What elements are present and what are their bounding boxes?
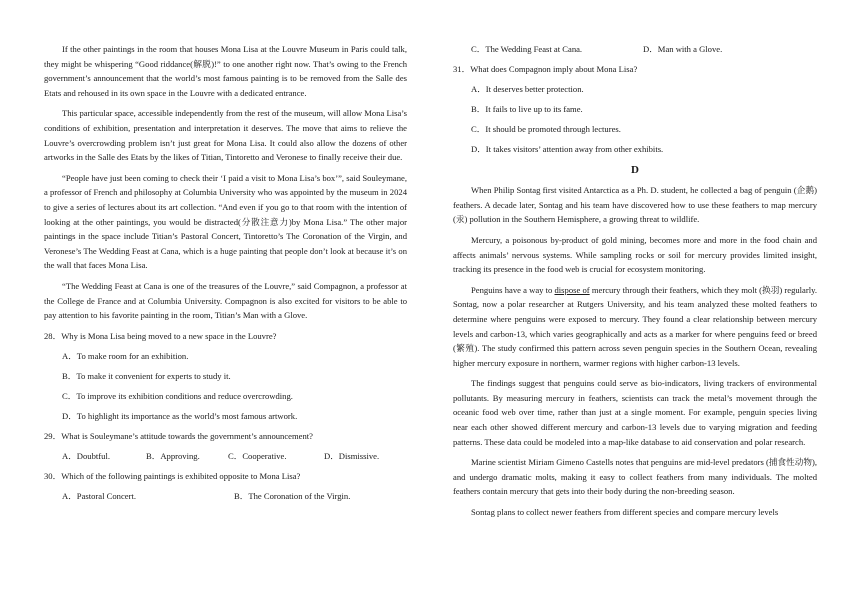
question-30-options-ab	[62, 489, 407, 504]
question-30: 30．Which of the following paintings is exhibited opposite to Mona Lisa?	[44, 471, 301, 482]
paragraph-3-lead: Penguins have a way to	[471, 284, 555, 295]
passage-d-paragraph-4: The findings suggest that penguins could serve as bio-indicators, living trackers of environmental pollutants. By measuring mercury in feathers, scientists can track the metal’s movement through the oceanic food web over time, rather than just at a single moment. For example, penguin species living near each other showed different mercury and carbon-13 levels due to varying migration and feeding patterns. These data could be modeled into a map-like database to aid conservation and polar research.	[453, 378, 817, 447]
section-heading-d: D	[631, 163, 639, 176]
question-31-option-b: B．It fails to live up to its fame.	[471, 104, 583, 115]
passage-c-paragraph-1: If the other paintings in the room that houses Mona Lisa at the Louvre Museum in Paris could talk, they might be whispering “Good riddance(解脱)!” to one another right now. That’s owing to the French government’s announcement that the world’s most famous painting is to be removed from the Salle des Etats and rehoused in its own space in the Louvre with a dedicated entrance.	[44, 44, 407, 98]
question-31-option-a: A．It deserves better protection.	[471, 84, 584, 95]
question-30-option-c: C．The Wedding Feast at Cana.	[471, 44, 583, 54]
question-29-options	[62, 449, 407, 464]
question-30-option-d: D．Man with a Glove.	[643, 44, 723, 54]
passage-c-paragraph-4: “The Wedding Feast at Cana is one of the treasures of the Louvre,” said Compagnon, a professor at the College de France and at Columbia University. Compagnon is also excited for visitors to be able to pay attention to his favorite painting in the room, Titian’s Man with a Glove.	[44, 280, 407, 321]
question-28-option-d: D．To highlight its importance as the world’s most famous artwork.	[62, 411, 298, 422]
question-29-option-a: A．Doubtful.	[62, 451, 110, 462]
question-30-options-cd	[471, 42, 817, 57]
question-29: 29．What is Souleymane’s attitude towards the government’s announcement?	[44, 431, 313, 442]
passage-d-paragraph-1: When Philip Sontag first visited Antarctica as a Ph. D. student, he collected a bag of penguin (企鹅) feathers. A decade later, Sontag and his team have discovered how to use these feathers to map mercury (汞) pollution in the Southern Hemisphere, a growing threat to wildlife.	[453, 185, 817, 225]
question-28-option-b: B．To make it convenient for experts to study it.	[62, 370, 231, 381]
passage-d-paragraph-3	[453, 283, 817, 371]
left-column	[44, 42, 407, 510]
passage-c-paragraph-3: “People have just been coming to check their ‘I paid a visit to Mona Lisa’s box’”, said Souleymane, a professor of French and philosophy at Columbia University who was appointed by the museum in 2024 to give a series of lectures about its art collection. “And even if you go to that room with the intention of looking at the other paintings, you would be distracted(分散注意力)by Mona Lisa.” The other major paintings in the space include Titian’s Pastoral Concert, Tintoretto’s The Coronation of the Virgin, and Veronese’s The Wedding Feast at Cana, which is a huge painting that people don’t look at because it’s on the wall that faces Mona Lisa.	[44, 172, 407, 271]
question-28-option-c: C．To improve its exhibition conditions and reduce overcrowding.	[62, 390, 293, 401]
question-31-option-d: D．It takes visitors’ attention away from other exhibits.	[471, 144, 664, 155]
passage-d-paragraph-5: Marine scientist Miriam Gimeno Castells notes that penguins are mid-level predators (捕食性动物), and undergo dramatic molts, making it easy to collect feathers from many individuals. The molted feathers contain mercury that gets into their body during the non-breeding season.	[453, 457, 817, 497]
underlined-phrase: dispose of	[554, 284, 590, 295]
question-28: 28．Why is Mona Lisa being moved to a new space in the Louvre?	[44, 330, 277, 341]
passage-c-paragraph-2: This particular space, accessible independently from the rest of the museum, will allow Mona Lisa’s conditions of exhibition, presentation and interpretation it deserves. The move that aims to relieve the Louvre’s overcrowding problem isn’t just great for Mona Lisa. It could also allow the dozens of other artworks in the Salle des Etats by the likes of Titian, Tintoretto and Veronese to finally receive their due.	[44, 108, 407, 163]
question-28-option-a: A．To make room for an exhibition.	[62, 350, 189, 361]
question-31: 31．What does Compagnon imply about Mona Lisa?	[453, 64, 638, 75]
right-column	[453, 42, 817, 526]
passage-d-paragraph-6: Sontag plans to collect newer feathers from different species and compare mercury levels	[471, 507, 779, 518]
question-30-option-b: B．The Coronation of the Virgin.	[234, 491, 351, 502]
question-29-option-c: C．Cooperative.	[228, 451, 287, 462]
question-29-option-d: D．Dismissive.	[324, 451, 380, 462]
question-29-option-b: B．Approving.	[146, 451, 200, 462]
paragraph-3-rest: mercury through their feathers, which they molt (换羽) regularly. Sontag, now a polar researcher at Rutgers University, and his team analyzed these molted feathers to determine where penguins were exposed to mercury. They found a clear relationship between mercury levels and carbon-13, which varies geographically and acts as a marker for where penguins feed or breed (繁殖). The study confirmed this pattern across seven penguin species in the Southern Ocean, revealing higher mercury exposure in northern, warmer regions with higher carbon-13 levels.	[453, 284, 817, 368]
passage-d-paragraph-2: Mercury, a poisonous by-product of gold mining, becomes more and more in the food chain and affects animals’ nervous systems. While sampling rocks or soil for mercury provides limited insight, tracking its presence in the food web is crucial for ecosystem monitoring.	[453, 234, 817, 275]
question-31-option-c: C．It should be promoted through lectures.	[471, 124, 621, 135]
question-30-option-a: A．Pastoral Concert.	[62, 491, 136, 502]
